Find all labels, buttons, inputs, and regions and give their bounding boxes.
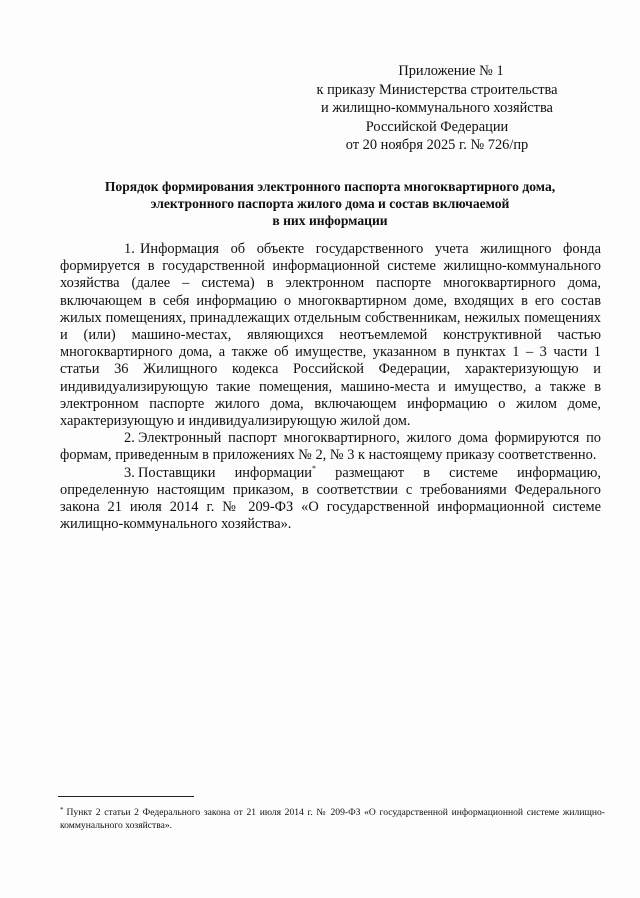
paragraph-3 <box>60 465 601 534</box>
paragraph-number: 2. <box>124 430 135 447</box>
footnote-mark: * <box>60 806 64 814</box>
appendix-ministry: и жилищно-коммунального хозяйства <box>321 100 553 117</box>
paragraph-2 <box>60 430 601 464</box>
title-line-1: Порядок формирования электронного паспорта многоквартирного дома, <box>104 179 556 194</box>
appendix-header <box>292 62 582 155</box>
footnote-text: Пункт 2 статьи 2 Федерального закона от 21 июля 2014 г. № 209-ФЗ «О государственной информационной системе жилищно-коммунального хозяйства». <box>60 807 605 832</box>
appendix-order-ref: к приказу Министерства строительства <box>316 81 558 98</box>
footnote <box>60 806 605 833</box>
document-body <box>60 241 601 533</box>
footnote-reference: * <box>312 463 317 473</box>
paragraph-text-end: размещают в системе информацию, определенную настоящим приказом, в соответствии с требованиями Федерального закона 21 июля 2014 г. № 209-ФЗ «О государственной информационной системе жилищно-коммунального хозяйства». <box>60 464 601 533</box>
paragraph-text: Информация об объекте государственного учета жилищного фонда формируется в государственной информационной системе жилищно-коммунального хозяйства (далее – система) в электронном паспорте многоквартирного дома, включающем в себя информацию о многоквартирном доме, входящих в его состав жилых помещениях, принадлежащих отдельным собственникам, нежилых помещениях и (или) машино-местах, являющихся неотъемлемой конструктивной частью многоквартирного дома, а также об имуществе, указанном в пунктах 1 – 3 части 1 статьи 36 Жилищного кодекса Российской Федерации, характеризующую и индивидуализирующую такие помещения, машино-места и имущество, а также в электронном паспорте жилого дома, включающем информацию о жилом доме, характеризующую и индивидуализирующую жилой дом. <box>60 241 601 430</box>
title-line-3: в них информации <box>272 213 388 228</box>
paragraph-1 <box>60 241 601 430</box>
paragraph-text: Электронный паспорт многоквартирного, жилого дома формируются по формам, приведенным в приложениях № 2, № 3 к настоящему приказу соответственно. <box>60 430 601 464</box>
appendix-date: от 20 ноября 2025 г. № 726/пр <box>345 137 529 154</box>
paragraph-text-start: Поставщики информации <box>138 464 313 481</box>
appendix-country: Российской Федерации <box>365 118 509 135</box>
paragraph-number: 1. <box>124 241 135 257</box>
title-line-2: электронного паспорта жилого дома и состав включаемой <box>150 196 510 211</box>
footnote-separator <box>58 796 194 797</box>
appendix-number: Приложение № 1 <box>398 63 504 79</box>
document-title <box>60 178 600 229</box>
paragraph-number: 3. <box>124 464 135 481</box>
